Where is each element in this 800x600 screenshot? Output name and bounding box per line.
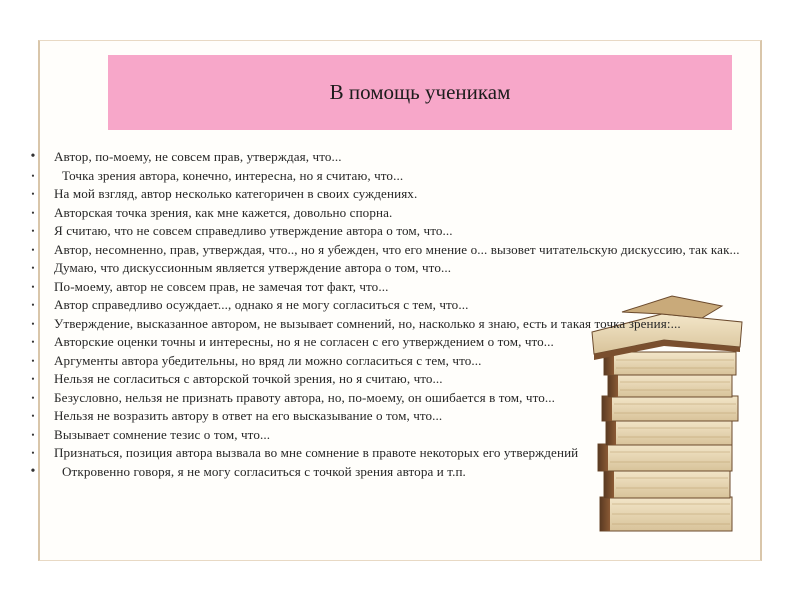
bullet-icon: • (31, 355, 35, 366)
bullet-icon: • (31, 374, 35, 384)
list-item: • Откровенно говоря, я не могу согласиться с точкой зрения автора и т.п. (28, 463, 748, 482)
bullet-icon: • (31, 207, 35, 218)
list-item: • Автор, по-моему, не совсем прав, утверждая, что... (28, 148, 748, 167)
bullet-icon: • (31, 300, 35, 310)
list-item: • Нельзя не согласиться с авторской точкой зрения, но я считаю, что... (28, 370, 748, 389)
bullet-icon: • (31, 411, 35, 421)
list-item: • Нельзя не возразить автору в ответ на его высказывание о том, что... (28, 407, 748, 426)
list-item: • По-моему, автор не совсем прав, не замечая тот факт, что... (28, 278, 748, 297)
list-item: • Авторские оценки точны и интересны, но я не согласен с его утверждением о том, что... (28, 333, 748, 352)
list-item: • На мой взгляд, автор несколько категоричен в своих суждениях. (28, 185, 748, 204)
list-item: • Я считаю, что не совсем справедливо утверждение автора о том, что... (28, 222, 748, 241)
bullet-icon: • (31, 429, 35, 440)
bullet-icon: • (31, 337, 35, 347)
bullet-icon: • (30, 463, 36, 479)
bullet-icon: • (31, 318, 35, 329)
list-item: • Автор справедливо осуждает..., однако я не могу согласиться с тем, что... (28, 296, 748, 315)
bullet-icon: • (31, 226, 35, 236)
list-item: • Думаю, что дискуссионным является утверждение автора о том, что... (28, 259, 748, 278)
bullet-icon: • (30, 149, 36, 164)
bullet-icon: • (31, 263, 35, 273)
list-item: • Аргументы автора убедительны, но вряд ли можно согласиться с тем, что... (28, 352, 748, 371)
list-item: • Признаться, позиция автора вызвала во мне сомнение в правоте некоторых его утверждений (28, 444, 748, 463)
list-item: • Авторская точка зрения, как мне кажется, довольно спорна. (28, 204, 748, 223)
phrase-list (28, 148, 748, 481)
list-item: • Вызывает сомнение тезис о том, что... (28, 426, 748, 445)
bullet-icon: • (31, 281, 35, 292)
bullet-icon: • (31, 189, 35, 199)
list-item: • Автор, несомненно, прав, утверждая, что.., но я убежден, что его мнение о... вызовет читательскую дискуссию, так как... (28, 241, 748, 260)
list-item: • Точка зрения автора, конечно, интересна, но я считаю, что... (28, 167, 748, 186)
bullet-icon: • (31, 448, 35, 458)
slide-title: В помощь ученикам (329, 80, 511, 104)
list-item: • Утверждение, высказанное автором, не вызывает сомнений, но, насколько я знаю, есть и такая точка зрения:... (28, 315, 748, 334)
bullet-icon: • (31, 170, 35, 181)
bullet-icon: • (31, 244, 35, 255)
list-item: • Безусловно, нельзя не признать правоту автора, но, по-моему, он ошибается в том, что... (28, 389, 748, 408)
bullet-icon: • (31, 392, 35, 403)
